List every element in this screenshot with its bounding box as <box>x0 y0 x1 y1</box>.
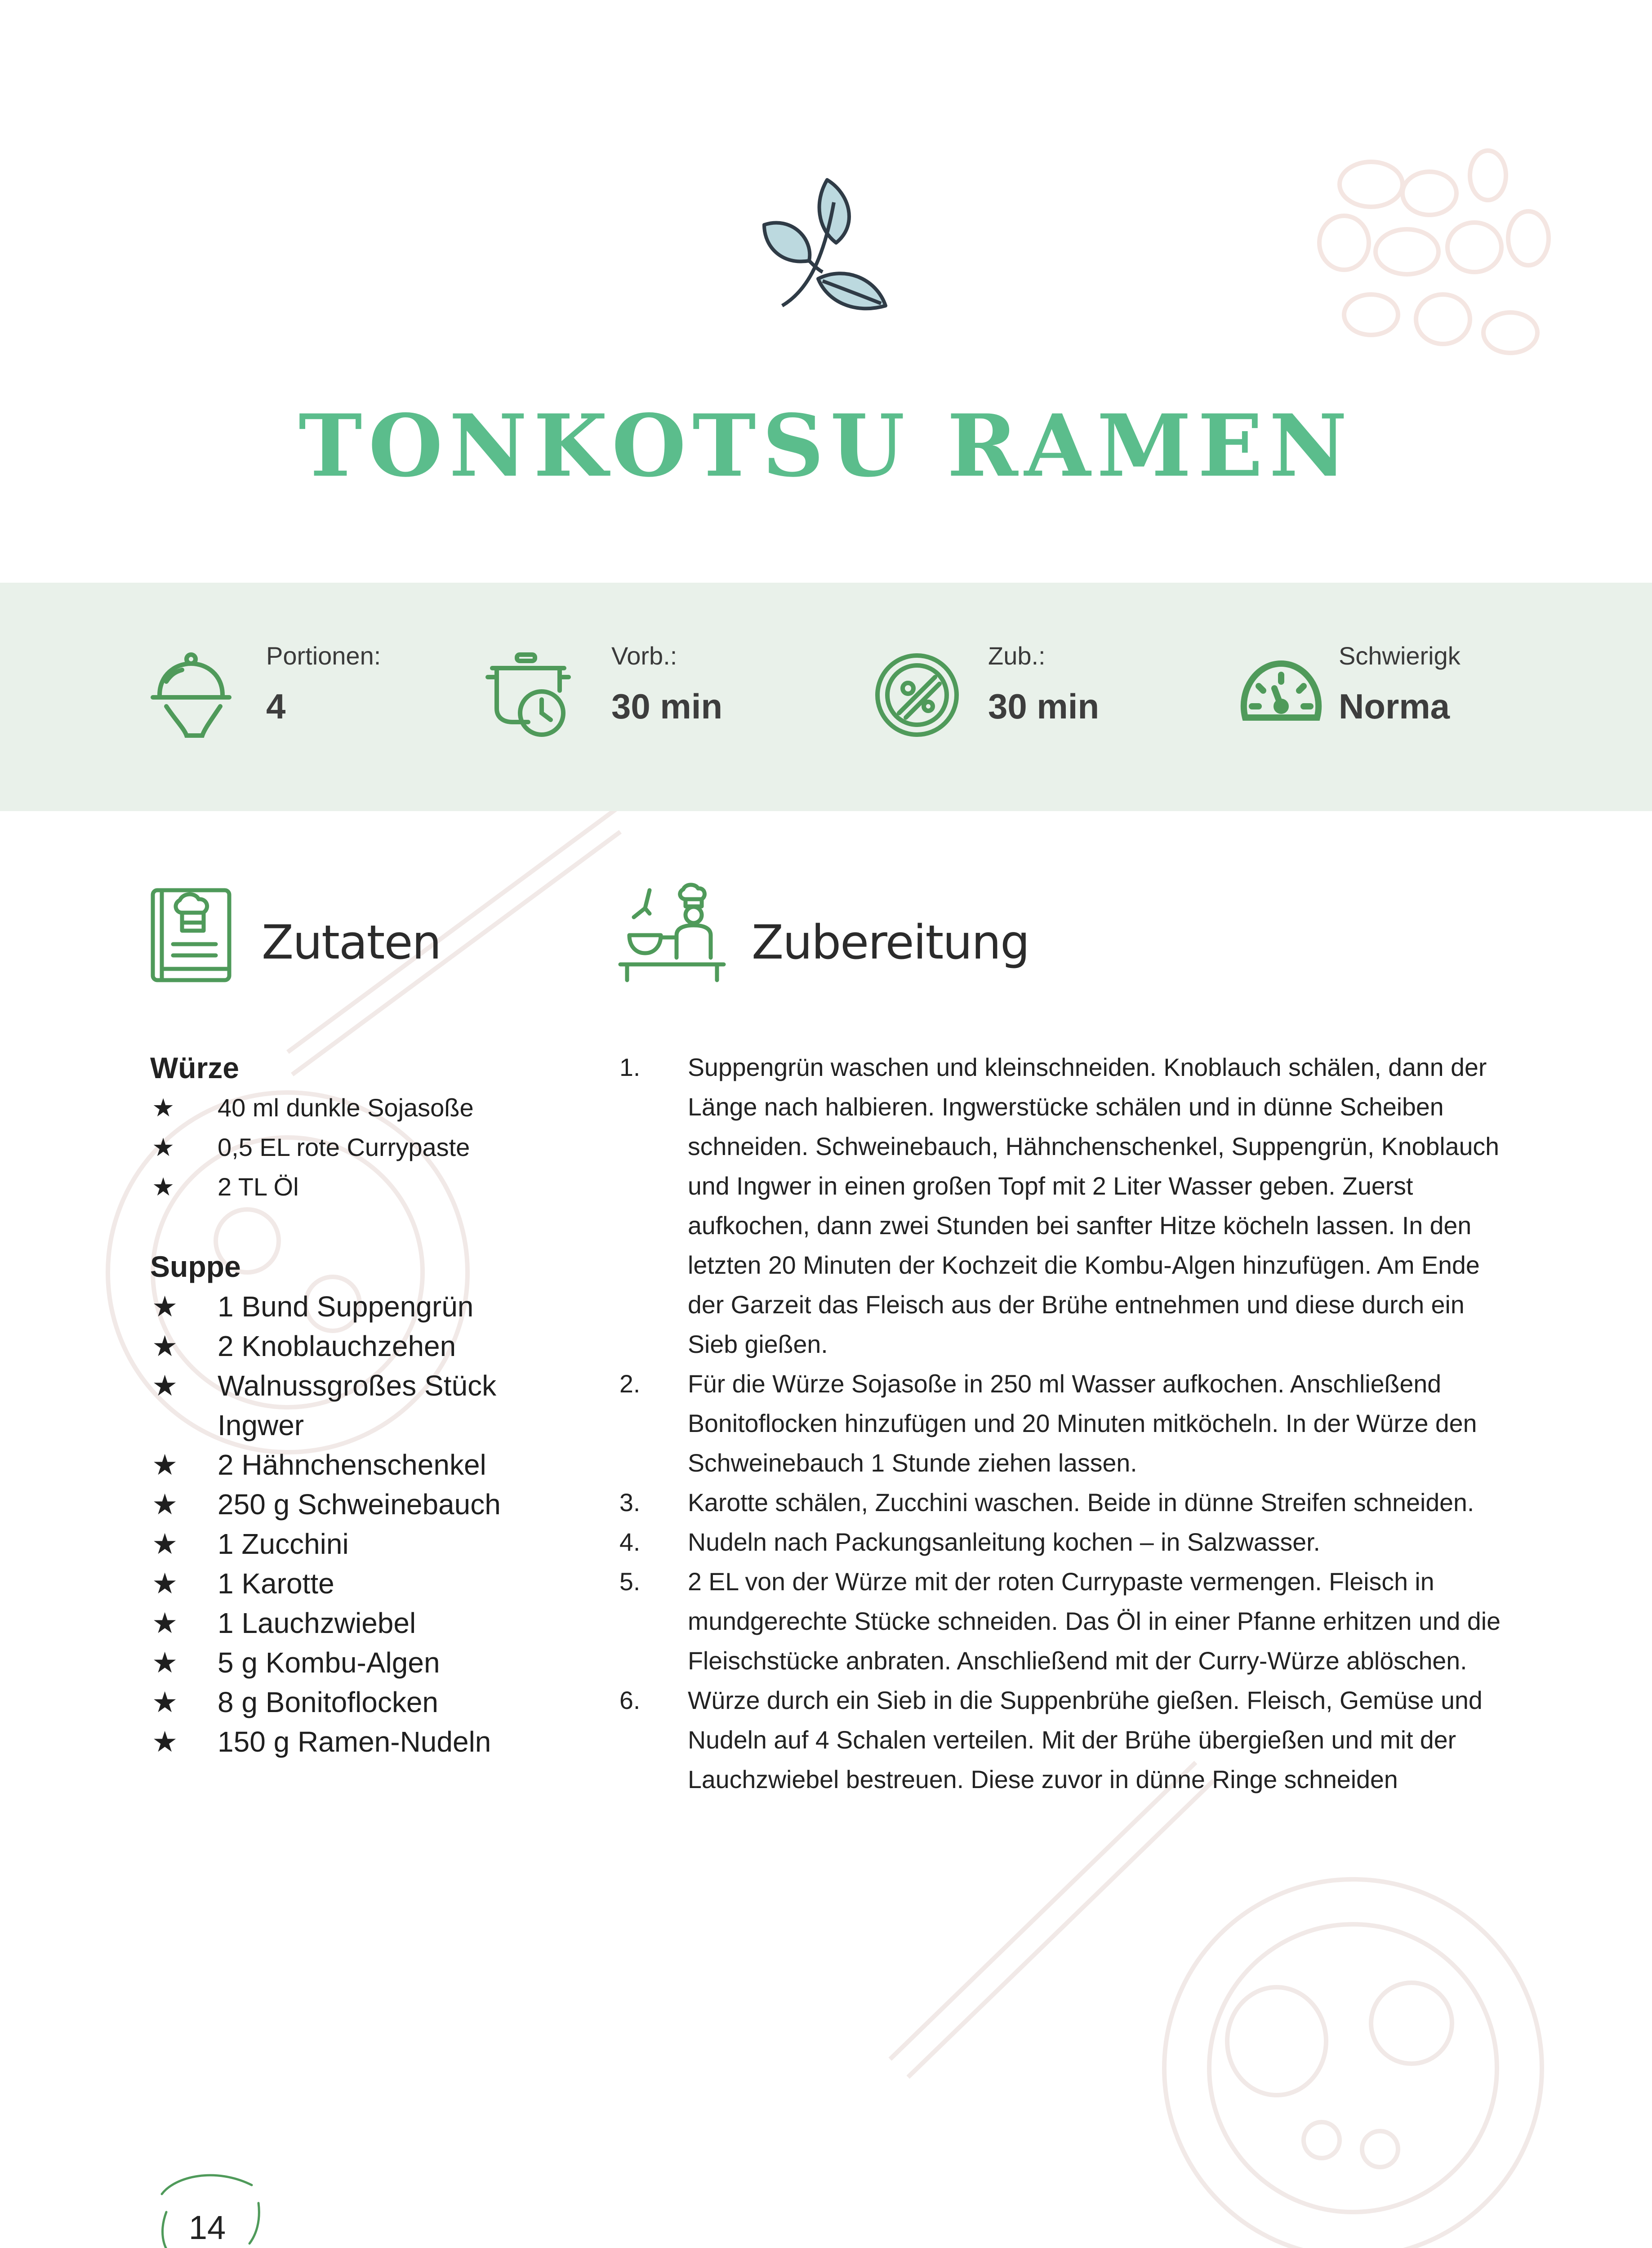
page-number: 14 <box>188 2209 226 2246</box>
prep-value: 30 min <box>611 687 723 726</box>
difficulty-label: Schwierigk <box>1339 642 1461 670</box>
portions-value: 4 <box>266 687 286 726</box>
step-item <box>619 1483 1518 1522</box>
plate-icon <box>872 650 962 740</box>
preparation-steps <box>619 1048 1518 1799</box>
list-item: ★ 8 g Bonitoflocken <box>150 1682 555 1722</box>
list-item: ★ 250 g Schweinebauch <box>150 1485 555 1524</box>
step-text: Würze durch ein Sieb in die Suppenbrühe gießen. Fleisch, Gemüse und Nudeln auf 4 Schalen verteilen. Mit der Brühe übergießen und mit der Lauchzwiebel bestreuen. Diese zuvor in dünne Ringe schneiden <box>688 1686 1483 1793</box>
step-number: 4. <box>619 1528 641 1556</box>
star-bullet-icon: ★ <box>152 1290 178 1323</box>
star-bullet-icon: ★ <box>152 1133 175 1161</box>
step-number: 5. <box>619 1568 641 1596</box>
list-item: ★ 2 Knoblauchzehen <box>150 1326 555 1366</box>
list-item: ★ 2 TL Öl <box>150 1167 555 1207</box>
step-number: 2. <box>619 1370 641 1398</box>
list-item: ★ 1 Karotte <box>150 1564 555 1603</box>
star-bullet-icon: ★ <box>152 1449 178 1481</box>
preparation-heading: Zubereitung <box>752 915 1029 970</box>
prep-label: Vorb.: <box>611 642 677 670</box>
ramen-noodles-watermark <box>1295 144 1564 396</box>
list-item: ★ 40 ml dunkle Sojasoße <box>150 1088 555 1128</box>
step-item <box>619 1522 1518 1562</box>
ingredients-heading: Zutaten <box>262 915 441 970</box>
list-item: ★ 1 Zucchini <box>150 1524 555 1564</box>
star-bullet-icon: ★ <box>152 1646 178 1679</box>
gauge-icon <box>1236 650 1326 740</box>
info-band <box>0 583 1652 811</box>
list-item: ★ 5 g Kombu-Algen <box>150 1643 555 1682</box>
star-bullet-icon: ★ <box>152 1488 178 1521</box>
leaf-logo-icon <box>755 175 890 328</box>
star-bullet-icon: ★ <box>152 1093 175 1122</box>
step-item <box>619 1681 1518 1799</box>
step-number: 3. <box>619 1489 641 1517</box>
ingredient-group-wuerze <box>150 1088 555 1207</box>
serving-cloche-icon <box>148 650 238 740</box>
list-item: ★ 1 Lauchzwiebel <box>150 1603 555 1643</box>
list-item: ★ 150 g Ramen-Nudeln <box>150 1722 555 1762</box>
step-number: 1. <box>619 1053 641 1081</box>
star-bullet-icon: ★ <box>152 1330 178 1362</box>
chef-cooking-icon <box>618 881 726 985</box>
list-item: ★ 1 Bund Suppengrün <box>150 1287 555 1326</box>
ingredient-group-suppe <box>150 1287 555 1762</box>
step-item <box>619 1048 1518 1364</box>
portions-label: Portionen: <box>266 642 381 670</box>
star-bullet-icon: ★ <box>152 1528 178 1560</box>
ingredient-group-title: Suppe <box>150 1250 241 1283</box>
step-text: Für die Würze Sojasoße in 250 ml Wasser aufkochen. Anschließend Bonitoflocken hinzufügen und 20 Minuten mitköcheln. In der Würze den Schweinebauch 1 Stunde ziehen lassen. <box>688 1370 1477 1477</box>
step-text: Karotte schälen, Zucchini waschen. Beide in dünne Streifen schneiden. <box>688 1489 1474 1517</box>
star-bullet-icon: ★ <box>152 1607 178 1639</box>
step-text: 2 EL von der Würze mit der roten Currypaste vermengen. Fleisch in mundgerechte Stücke schneiden. Das Öl in einer Pfanne erhitzen und die Fleischstücke anbraten. Anschließend mit der Curry-Würze ablöschen. <box>688 1568 1501 1675</box>
step-number: 6. <box>619 1686 641 1714</box>
ingredients-list <box>150 1048 555 1762</box>
difficulty-value: Norma <box>1339 687 1450 726</box>
page-number-badge <box>148 2167 270 2248</box>
recipe-title: TONKOTSU RAMEN <box>298 396 1354 496</box>
step-text: Suppengrün waschen und kleinschneiden. Knoblauch schälen, dann der Länge nach halbieren. Ingwerstücke schälen und in dünne Scheiben schneiden. Schweinebauch, Hähnchenschenkel, Suppengrün, Knoblauch und Ingwer in einen großen Topf mit 2 Liter Wasser geben. Zuerst aufkochen, dann zwei Stunden bei sanfter Hitze köcheln lassen. In den letzten 20 Minuten der Kochzeit die Kombu-Algen hinzufügen. Am Ende der Garzeit das Fleisch aus der Brühe entnehmen und diese durch ein Sieb gießen. <box>688 1053 1500 1358</box>
star-bullet-icon: ★ <box>152 1369 178 1402</box>
star-bullet-icon: ★ <box>152 1686 178 1718</box>
info-difficulty <box>1236 641 1461 767</box>
list-item: ★ 0,5 EL rote Currypaste <box>150 1128 555 1167</box>
star-bullet-icon: ★ <box>152 1726 178 1758</box>
bowl-chopsticks-watermark-bottom <box>881 1744 1573 2248</box>
star-bullet-icon: ★ <box>152 1567 178 1600</box>
ingredient-group-title: Würze <box>150 1051 239 1084</box>
step-item <box>619 1562 1518 1681</box>
step-text: Nudeln nach Packungsanleitung kochen – in Salzwasser. <box>688 1528 1320 1556</box>
list-item: ★ Walnussgroßes Stück Ingwer <box>150 1366 555 1445</box>
star-bullet-icon: ★ <box>152 1173 175 1201</box>
cookbook-chef-hat-icon <box>148 886 234 985</box>
cook-label: Zub.: <box>988 642 1046 670</box>
cook-value: 30 min <box>988 687 1100 726</box>
pot-timer-icon <box>483 650 573 740</box>
list-item: ★ 2 Hähnchenschenkel <box>150 1445 555 1485</box>
step-item <box>619 1364 1518 1483</box>
